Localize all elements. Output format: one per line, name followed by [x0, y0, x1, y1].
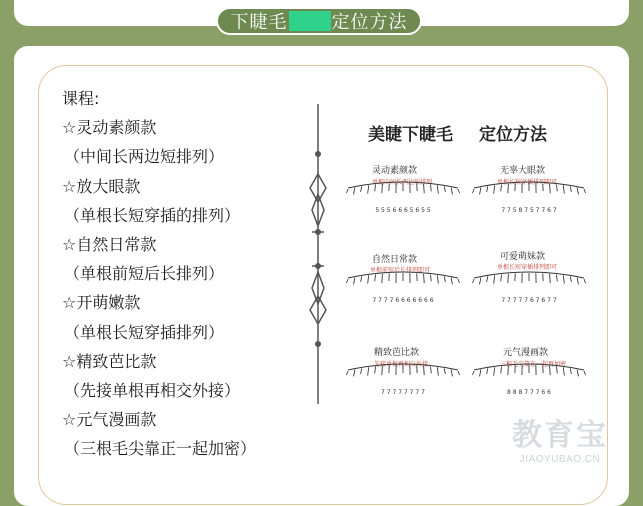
- lash-diagram: [473, 364, 586, 396]
- watermark-logo: 教育宝: [512, 410, 608, 454]
- style-name: 灵动素颜款: [372, 163, 417, 176]
- course-item-note: （先接单根再相交外接）: [62, 376, 312, 405]
- title-left: 下睫毛: [231, 8, 288, 34]
- lash-diagram: [473, 182, 586, 214]
- chart-title-left: 美睫下睫毛: [368, 120, 453, 145]
- style-desc: 三根毛尖靠在一起再加密: [500, 359, 566, 368]
- style-desc: 先接单根再相交外接: [374, 359, 428, 368]
- watermark: [512, 410, 608, 465]
- lash-diagram: [347, 272, 460, 304]
- lash-diagram: [473, 272, 586, 304]
- title-right: 定位方法: [332, 8, 408, 34]
- lash-diagram: [347, 364, 460, 396]
- lash-length-numbers: 8 8 8 7 7 7 6 6: [507, 389, 551, 396]
- ornamental-divider: [300, 104, 336, 404]
- lash-length-numbers: 7 7 7 7 7 6 7 6 7 7: [501, 297, 557, 304]
- course-item-note: （中间长两边短排列）: [62, 142, 312, 171]
- style-name: 自然日常款: [372, 252, 417, 265]
- course-item-name: ☆灵动素颜款: [62, 113, 312, 142]
- course-item-name: ☆自然日常款: [62, 230, 312, 259]
- style-name: 可爱萌妹款: [500, 249, 545, 262]
- lash-diagram: [347, 182, 460, 214]
- course-item-note: （单根前短后长排列）: [62, 259, 312, 288]
- style-name: 精致芭比款: [374, 345, 419, 358]
- lash-length-numbers: 7 7 7 7 6 6 6 6 6 6 6: [372, 297, 433, 304]
- style-desc: 单根长短穿插排列即可: [497, 262, 557, 271]
- course-item-note: （三根毛尖靠正一起加密）: [62, 434, 312, 463]
- course-item-name: ☆放大眼款: [62, 172, 312, 201]
- lash-length-numbers: 7 7 5 8 7 5 7 7 6 7: [501, 207, 557, 214]
- style-desc: 单根前短后长排列即可: [370, 265, 430, 274]
- course-heading: 课程:: [62, 84, 312, 113]
- style-desc: 单根中间长两边短排列: [372, 177, 432, 186]
- title-banner: [216, 7, 422, 35]
- course-item-name: ☆精致芭比款: [62, 347, 312, 376]
- course-item-name: ☆元气漫画款: [62, 405, 312, 434]
- course-list: [62, 84, 312, 464]
- course-item-note: （单根长短穿插排列）: [62, 318, 312, 347]
- redaction-block: [289, 11, 331, 31]
- style-name: 无辜大眼款: [500, 163, 545, 176]
- style-name: 元气漫画款: [503, 345, 548, 358]
- lash-diagrams: [340, 108, 602, 428]
- course-item-name: ☆开萌嫩款: [62, 288, 312, 317]
- lash-length-numbers: 5 5 5 6 6 6 5 6 5 5: [375, 207, 431, 214]
- course-item-note: （单根长短穿插的排列）: [62, 201, 312, 230]
- style-desc: 单根长短穿插排列即可: [497, 177, 557, 186]
- watermark-url: JIAOYUBAO.CN: [512, 454, 608, 465]
- lash-length-numbers: 7 7 7 7 7 7 7 7: [381, 389, 425, 396]
- chart-title-right: 定位方法: [479, 120, 547, 145]
